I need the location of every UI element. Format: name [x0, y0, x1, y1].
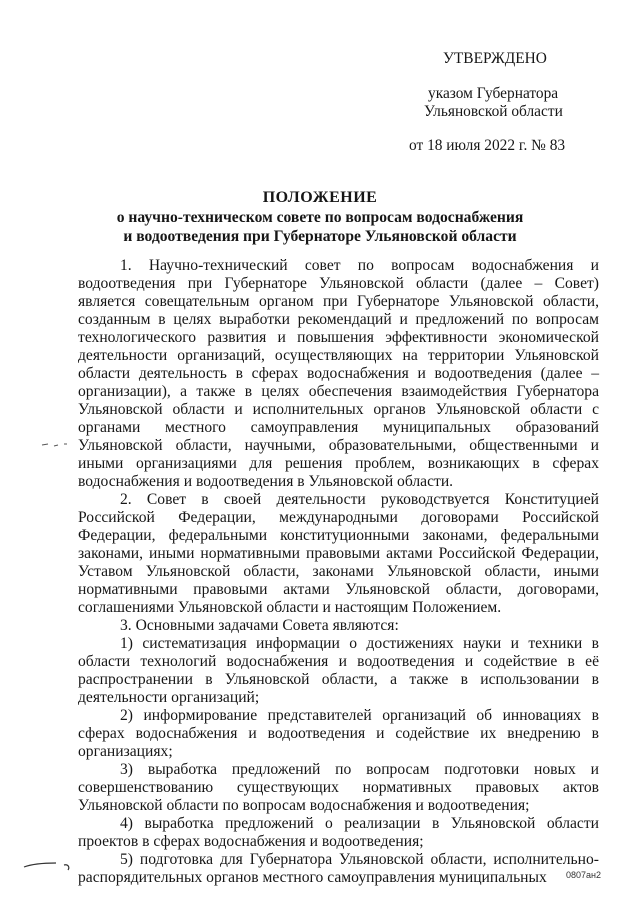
approval-line-decree: указом Губернатора — [428, 85, 559, 102]
approval-heading: УТВЕРЖДЕНО — [443, 50, 547, 67]
scan-mark-left — [40, 438, 70, 452]
paragraph-3: 3. Основными задачами Совета являются: — [120, 617, 399, 634]
list-item-4: 4) выработка предложений о реализации в Ульяновской области проектов в сферах водоснабжения и водоотведения; — [78, 815, 599, 850]
approval-line-date: от 18 июля 2022 г. № 83 — [409, 137, 566, 154]
document-title-block — [0, 188, 640, 246]
document-body — [78, 257, 602, 887]
document-subtitle-line-2: и водоотведения при Губернаторе Ульяновской области — [123, 228, 517, 245]
approval-line-region: Ульяновской области — [424, 103, 563, 120]
document-title: ПОЛОЖЕНИЕ — [262, 189, 378, 206]
page-code: 0807ан2 — [566, 870, 602, 880]
scan-mark-bottom — [22, 855, 78, 873]
list-item-1: 1) систематизация информации о достижениях науки и техники в области технологий водоснабжения и водоотведения и содействие в её распространении в Ульяновской области, а также в использовании в деятельности организаций; — [78, 635, 599, 706]
list-item-3: 3) выработка предложений по вопросам подготовки новых и совершенствованию существующих нормативных правовых актов Ульяновской области по вопросам водоснабжения и водоотведения; — [78, 761, 599, 814]
list-item-2: 2) информирование представителей организаций об инновациях в сферах водоснабжения и водоотведения и содействие их внедрению в организациях; — [78, 707, 599, 760]
document-subtitle-line-1: о научно-техническом совете по вопросам водоснабжения — [116, 209, 524, 226]
paragraph-2: 2. Совет в своей деятельности руководствуется Конституцией Российской Федерации, международными договорами Российской Федерации, федеральными конституционными законами, федеральными законами, иными нормативными правовыми актами Российской Федерации, Уставом Ульяновской области, законами Ульяновской области, иными нормативными правовыми актами Ульяновской области, договорами, соглашениями Ульяновской области и настоящим Положением. — [78, 491, 599, 616]
list-item-5: 5) подготовка для Губернатора Ульяновской области, исполнительно-распорядительных органов местного самоуправления муниципальных — [78, 851, 599, 886]
paragraph-1: 1. Научно-технический совет по вопросам водоснабжения и водоотведения при Губернаторе Ульяновской области (далее – Совет) является совещательным органом при Губернаторе Ульяновской области, созданным в целях выработки рекомендаций и предложений по вопросам технологического развития и повышения эффективности экономической деятельности организаций, осуществляющих на территории Ульяновской области деятельность в сферах водоснабжения и водоотведения (далее – организации), а также в целях обеспечения взаимодействия Губернатора Ульяновской области и исполнительных органов Ульяновской области с органами местного самоуправления муниципальных образований Ульяновской области, научными, образовательными, общественными и иными организациями для решения проблем, возникающих в сферах водоснабжения и водоотведения в Ульяновской области. — [78, 257, 599, 490]
